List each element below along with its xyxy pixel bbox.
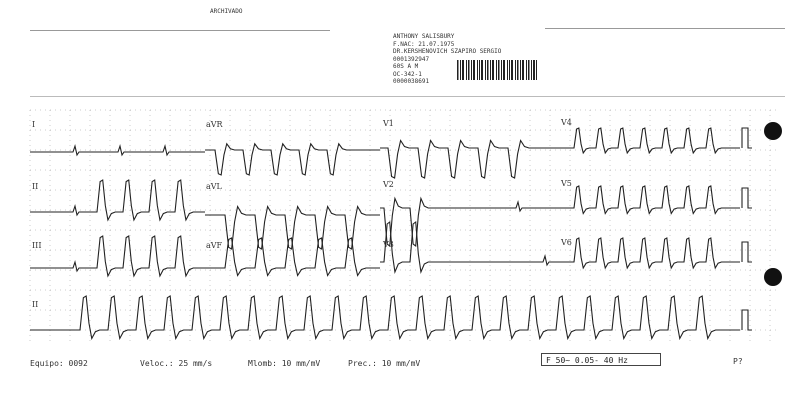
footer-page: P? — [733, 357, 743, 366]
patient-birth: F.NAC: 21.07.1975 — [393, 40, 455, 48]
lead-label-III: III — [32, 241, 42, 250]
patient-name: ANTHONY SALISBURY — [393, 33, 455, 40]
header-rule-left — [30, 30, 330, 31]
footer-veloc: Veloc.: 25 mm/s — [140, 359, 213, 368]
punch-hole-bottom — [764, 268, 782, 286]
patient-doctor: DR.KERSHENOVICH SZAPIRO SERGIO — [393, 48, 502, 55]
lead-label-V2: V2 — [383, 180, 394, 189]
lead-label-aVR: aVR — [206, 120, 223, 129]
footer-equipo: Equipo: 0092 — [30, 359, 88, 368]
trace-lead-aVF — [205, 238, 380, 276]
lead-label-V5: V5 — [561, 179, 572, 188]
patient-barcode-number: 0000038691 — [393, 78, 430, 85]
lead-label-V6: V6 — [561, 238, 572, 247]
top-stamp: ARCHIVADO — [210, 8, 243, 15]
header-rule-right — [545, 28, 785, 29]
trace-lead-II — [30, 180, 205, 220]
lead-label-aVL: aVL — [206, 182, 222, 191]
patient-record-id: 0001392947 — [393, 55, 430, 63]
ecg-grid — [30, 110, 780, 345]
lead-label-V1: V1 — [383, 119, 394, 128]
trace-lead-aVR — [205, 144, 380, 175]
trace-lead-I — [30, 146, 205, 155]
footer-filter-box: F 50~ 0.05- 40 Hz — [541, 353, 661, 366]
trace-lead-II-rhythm — [30, 296, 752, 339]
lead-label-V4: V4 — [561, 118, 572, 127]
header-rule-bottom — [30, 96, 785, 97]
punch-hole-top — [764, 122, 782, 140]
footer-prec: Prec.: 10 mm/mV — [348, 359, 421, 368]
ecg-traces — [30, 128, 752, 339]
patient-sex-age: 60S A M — [393, 63, 419, 70]
lead-label-aVF: aVF — [206, 241, 223, 250]
trace-lead-V6 — [560, 238, 752, 268]
trace-lead-V3 — [380, 222, 560, 272]
patient-room: OC-342-1 — [393, 70, 422, 78]
lead-label-II-rhythm: II — [32, 300, 39, 309]
trace-lead-V1 — [380, 141, 560, 179]
trace-lead-III — [30, 236, 205, 276]
lead-label-I: I — [32, 120, 36, 129]
footer-mlomb: Mlomb: 10 mm/mV — [248, 359, 321, 368]
trace-lead-V4 — [560, 128, 752, 153]
lead-label-V3: V3 — [383, 240, 394, 249]
lead-label-II: II — [32, 182, 39, 191]
barcode-image — [457, 60, 537, 80]
